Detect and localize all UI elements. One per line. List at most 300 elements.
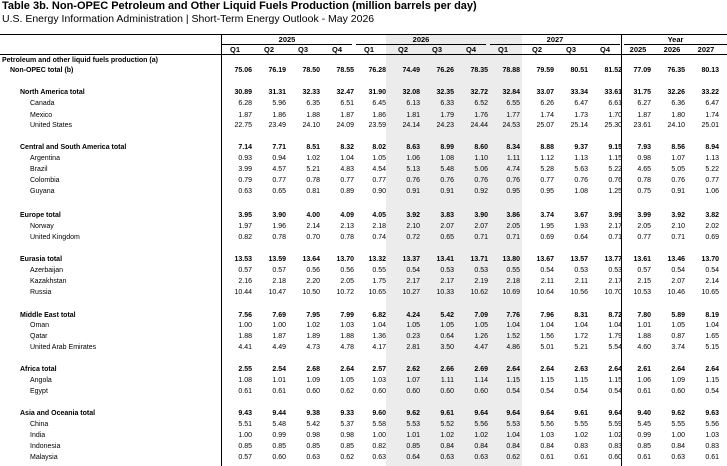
table-cell: 0.54 xyxy=(705,267,719,274)
table-cell: 24.23 xyxy=(436,122,454,129)
table-cell: 0.54 xyxy=(406,267,420,274)
table-cell: 1.65 xyxy=(705,333,719,340)
table-cell: 6.52 xyxy=(474,100,488,107)
table-cell: 5.59 xyxy=(608,421,622,428)
table-cell: 8.88 xyxy=(540,144,554,151)
quarter-header: Q1 xyxy=(363,45,374,54)
annual-year-header: 2025 xyxy=(629,45,647,54)
table-cell: 0.83 xyxy=(705,443,719,450)
table-cell: 1.00 xyxy=(372,432,386,439)
table-cell: 13.80 xyxy=(502,256,520,263)
table-cell: 0.84 xyxy=(440,443,454,450)
table-cell: 9.62 xyxy=(406,410,420,417)
table-cell: 1.04 xyxy=(608,322,622,329)
table-cell: 0.60 xyxy=(306,388,320,395)
table-cell: 3.50 xyxy=(440,344,454,351)
table-cell: 4.41 xyxy=(238,344,252,351)
table-row-mexico xyxy=(0,112,727,122)
table-cell: 1.01 xyxy=(406,432,420,439)
table-cell: 4.49 xyxy=(272,344,286,351)
table-cell: 0.84 xyxy=(506,443,520,450)
table-row-canada xyxy=(0,100,727,110)
table-row-middle-east-total xyxy=(0,312,727,322)
table-cell: 0.99 xyxy=(272,432,286,439)
row-label: Indonesia xyxy=(30,443,61,450)
table-cell: 1.70 xyxy=(608,112,622,119)
table-cell: 8.63 xyxy=(406,144,420,151)
table-cell: 0.60 xyxy=(474,388,488,395)
table-cell: 33.22 xyxy=(701,89,719,96)
table-row-united-states xyxy=(0,122,727,132)
table-cell: 0.55 xyxy=(506,267,520,274)
table-row-norway xyxy=(0,223,727,233)
section-label: Petroleum and other liquid fuels production (a) xyxy=(2,57,158,64)
table-cell: 1.74 xyxy=(705,112,719,119)
table-cell: 9.62 xyxy=(671,410,685,417)
table-cell: 2.19 xyxy=(474,278,488,285)
table-cell: 4.57 xyxy=(272,166,286,173)
table-cell: 9.64 xyxy=(506,410,520,417)
table-cell: 0.85 xyxy=(272,443,286,450)
table-cell: 1.04 xyxy=(340,155,354,162)
page-subtitle: U.S. Energy Information Administration | Short-Term Energy Outlook - May 2026 xyxy=(2,13,375,25)
table-cell: 0.71 xyxy=(608,234,622,241)
table-cell: 13.77 xyxy=(604,256,622,263)
table-cell: 1.03 xyxy=(372,377,386,384)
table-cell: 4.86 xyxy=(506,344,520,351)
table-cell: 1.04 xyxy=(705,322,719,329)
table-cell: 5.89 xyxy=(671,312,685,319)
table-cell: 9.37 xyxy=(574,144,588,151)
table-cell: 1.89 xyxy=(306,333,320,340)
table-cell: 0.64 xyxy=(440,333,454,340)
table-cell: 1.08 xyxy=(574,188,588,195)
table-cell: 0.23 xyxy=(406,333,420,340)
table-cell: 0.63 xyxy=(440,454,454,461)
table-cell: 9.61 xyxy=(440,410,454,417)
table-cell: 0.54 xyxy=(506,388,520,395)
table-cell: 10.50 xyxy=(302,289,320,296)
table-cell: 1.87 xyxy=(340,112,354,119)
table-cell: 9.43 xyxy=(238,410,252,417)
row-label: Brazil xyxy=(30,166,48,173)
table-cell: 4.09 xyxy=(340,212,354,219)
table-cell: 1.04 xyxy=(506,322,520,329)
table-cell: 0.63 xyxy=(238,188,252,195)
table-cell: 1.86 xyxy=(272,112,286,119)
table-row-qatar xyxy=(0,333,727,343)
table-cell: 22.75 xyxy=(234,122,252,129)
table-cell: 6.27 xyxy=(637,100,651,107)
table-cell: 0.56 xyxy=(306,267,320,274)
table-row-guyana xyxy=(0,188,727,198)
table-cell: 3.74 xyxy=(671,344,685,351)
table-cell: 4.74 xyxy=(506,166,520,173)
year-header-2026: 2026 xyxy=(412,35,430,44)
table-cell: 7.69 xyxy=(272,312,286,319)
table-cell: 0.60 xyxy=(671,388,685,395)
table-cell: 0.64 xyxy=(574,234,588,241)
table-cell: 0.62 xyxy=(506,454,520,461)
table-cell: 1.05 xyxy=(372,155,386,162)
table-cell: 1.76 xyxy=(474,112,488,119)
table-cell: 0.84 xyxy=(540,443,554,450)
table-cell: 2.64 xyxy=(705,366,719,373)
table-cell: 2.20 xyxy=(306,278,320,285)
table-cell: 81.52 xyxy=(604,67,622,74)
table-cell: 76.26 xyxy=(436,67,454,74)
table-cell: 5.56 xyxy=(474,421,488,428)
table-row-angola xyxy=(0,377,727,387)
table-cell: 0.63 xyxy=(306,454,320,461)
table-row-malaysia xyxy=(0,454,727,464)
table-cell: 0.65 xyxy=(272,188,286,195)
table-cell: 1.02 xyxy=(440,432,454,439)
table-cell: 2.07 xyxy=(440,223,454,230)
table-cell: 1.12 xyxy=(540,155,554,162)
table-cell: 1.03 xyxy=(340,322,354,329)
row-label: Non-OPEC total (b) xyxy=(10,67,74,74)
table-cell: 5.21 xyxy=(574,344,588,351)
table-cell: 6.36 xyxy=(671,100,685,107)
table-cell: 31.75 xyxy=(633,89,651,96)
table-cell: 1.79 xyxy=(608,333,622,340)
table-cell: 10.27 xyxy=(402,289,420,296)
table-row-egypt xyxy=(0,388,727,398)
table-cell: 1.02 xyxy=(608,432,622,439)
table-cell: 13.37 xyxy=(402,256,420,263)
table-cell: 1.15 xyxy=(705,377,719,384)
table-cell: 0.55 xyxy=(372,267,386,274)
table-cell: 1.04 xyxy=(574,322,588,329)
table-row-central-and-south-america-total xyxy=(0,144,727,154)
table-cell: 1.06 xyxy=(637,377,651,384)
row-label: Oman xyxy=(30,322,50,329)
table-cell: 2.17 xyxy=(406,278,420,285)
table-cell: 1.15 xyxy=(574,377,588,384)
table-cell: 13.46 xyxy=(667,256,685,263)
table-cell: 0.87 xyxy=(671,333,685,340)
table-cell: 32.72 xyxy=(470,89,488,96)
table-cell: 0.57 xyxy=(637,267,651,274)
table-cell: 0.98 xyxy=(306,432,320,439)
table-cell: 3.83 xyxy=(440,212,454,219)
table-cell: 0.76 xyxy=(671,177,685,184)
table-cell: 0.72 xyxy=(406,234,420,241)
table-cell: 0.90 xyxy=(372,188,386,195)
table-cell: 0.71 xyxy=(474,234,488,241)
table-cell: 2.15 xyxy=(637,278,651,285)
table-cell: 2.02 xyxy=(705,223,719,230)
table-cell: 2.11 xyxy=(540,278,554,285)
table-cell: 5.05 xyxy=(671,166,685,173)
table-row-united-kingdom xyxy=(0,234,727,244)
table-cell: 3.90 xyxy=(474,212,488,219)
table-cell: 32.35 xyxy=(436,89,454,96)
table-cell: 0.79 xyxy=(238,177,252,184)
table-cell: 0.78 xyxy=(272,234,286,241)
quarter-header: Q2 xyxy=(531,45,542,54)
table-cell: 0.77 xyxy=(272,177,286,184)
table-cell: 1.02 xyxy=(474,432,488,439)
table-cell: 5.56 xyxy=(540,421,554,428)
table-cell: 10.64 xyxy=(536,289,554,296)
table-cell: 0.71 xyxy=(506,234,520,241)
table-cell: 0.94 xyxy=(272,155,286,162)
table-cell: 24.14 xyxy=(402,122,420,129)
table-cell: 5.01 xyxy=(540,344,554,351)
table-cell: 3.92 xyxy=(406,212,420,219)
row-label: China xyxy=(30,421,49,428)
table-cell: 1.08 xyxy=(238,377,252,384)
table-cell: 2.54 xyxy=(272,366,286,373)
table-cell: 0.57 xyxy=(238,454,252,461)
table-cell: 13.32 xyxy=(368,256,386,263)
table-cell: 1.05 xyxy=(406,322,420,329)
table-cell: 2.18 xyxy=(506,278,520,285)
table-cell: 8.34 xyxy=(506,144,520,151)
table-cell: 30.89 xyxy=(234,89,252,96)
table-cell: 9.64 xyxy=(474,410,488,417)
table-cell: 1.07 xyxy=(671,155,685,162)
table-cell: 0.61 xyxy=(238,388,252,395)
row-label: Angola xyxy=(30,377,52,384)
table-cell: 7.56 xyxy=(238,312,252,319)
table-cell: 8.32 xyxy=(340,144,354,151)
table-cell: 24.09 xyxy=(336,122,354,129)
table-cell: 9.63 xyxy=(705,410,719,417)
table-cell: 0.98 xyxy=(340,432,354,439)
table-cell: 5.55 xyxy=(671,421,685,428)
table-row-non-opec-total-b xyxy=(0,67,727,77)
table-cell: 8.94 xyxy=(705,144,719,151)
quarter-header: Q3 xyxy=(297,45,308,54)
table-cell: 24.10 xyxy=(667,122,685,129)
table-cell: 13.41 xyxy=(436,256,454,263)
table-cell: 33.61 xyxy=(604,89,622,96)
table-cell: 0.78 xyxy=(306,177,320,184)
table-cell: 0.61 xyxy=(637,388,651,395)
table-cell: 79.59 xyxy=(536,67,554,74)
table-cell: 1.03 xyxy=(540,432,554,439)
table-cell: 13.67 xyxy=(536,256,554,263)
table-cell: 10.46 xyxy=(667,289,685,296)
table-cell: 1.11 xyxy=(506,155,520,162)
table-cell: 5.96 xyxy=(272,100,286,107)
table-cell: 1.26 xyxy=(474,333,488,340)
table-cell: 9.64 xyxy=(608,410,622,417)
table-cell: 1.88 xyxy=(637,333,651,340)
table-cell: 0.77 xyxy=(540,177,554,184)
table-cell: 24.44 xyxy=(470,122,488,129)
row-label: United Arab Emirates xyxy=(30,344,97,351)
table-cell: 7.71 xyxy=(272,144,286,151)
table-cell: 2.07 xyxy=(671,278,685,285)
table-cell: 2.66 xyxy=(440,366,454,373)
table-cell: 23.61 xyxy=(633,122,651,129)
quarter-header: Q1 xyxy=(229,45,240,54)
table-cell: 0.85 xyxy=(238,443,252,450)
table-cell: 7.80 xyxy=(637,312,651,319)
table-cell: 5.21 xyxy=(306,166,320,173)
table-cell: 6.26 xyxy=(540,100,554,107)
table-cell: 2.55 xyxy=(238,366,252,373)
table-cell: 0.84 xyxy=(671,443,685,450)
table-cell: 33.34 xyxy=(570,89,588,96)
quarter-header: Q2 xyxy=(263,45,274,54)
table-cell: 78.50 xyxy=(302,67,320,74)
table-cell: 6.35 xyxy=(306,100,320,107)
table-cell: 0.54 xyxy=(705,388,719,395)
table-cell: 5.28 xyxy=(540,166,554,173)
table-cell: 1.36 xyxy=(372,333,386,340)
table-row-united-arab-emirates xyxy=(0,344,727,354)
table-cell: 2.81 xyxy=(406,344,420,351)
table-cell: 25.14 xyxy=(570,122,588,129)
table-cell: 4.17 xyxy=(372,344,386,351)
table-cell: 3.67 xyxy=(574,212,588,219)
table-cell: 0.75 xyxy=(637,188,651,195)
table-cell: 1.77 xyxy=(506,112,520,119)
table-cell: 5.63 xyxy=(574,166,588,173)
table-cell: 1.05 xyxy=(474,322,488,329)
row-label: Malaysia xyxy=(30,454,58,461)
table-row-indonesia xyxy=(0,443,727,453)
table-cell: 1.06 xyxy=(705,188,719,195)
row-label: Africa total xyxy=(20,366,57,373)
table-cell: 1.87 xyxy=(272,333,286,340)
table-cell: 1.81 xyxy=(406,112,420,119)
table-cell: 0.60 xyxy=(406,388,420,395)
table-cell: 5.45 xyxy=(637,421,651,428)
table-cell: 0.95 xyxy=(506,188,520,195)
table-row-north-america-total xyxy=(0,89,727,99)
table-cell: 2.05 xyxy=(637,223,651,230)
table-cell: 0.98 xyxy=(637,155,651,162)
table-cell: 1.00 xyxy=(238,322,252,329)
table-cell: 13.59 xyxy=(268,256,286,263)
table-cell: 1.97 xyxy=(238,223,252,230)
table-cell: 9.38 xyxy=(306,410,320,417)
table-cell: 0.82 xyxy=(372,443,386,450)
row-label: Asia and Oceania total xyxy=(20,410,96,417)
table-cell: 10.33 xyxy=(436,289,454,296)
annual-year-header: 2026 xyxy=(663,45,681,54)
table-cell: 2.64 xyxy=(540,366,554,373)
table-cell: 6.13 xyxy=(406,100,420,107)
table-cell: 78.35 xyxy=(470,67,488,74)
table-cell: 1.00 xyxy=(671,432,685,439)
table-cell: 0.74 xyxy=(372,234,386,241)
table-row-oman xyxy=(0,322,727,332)
table-cell: 1.95 xyxy=(540,223,554,230)
table-cell: 2.05 xyxy=(506,223,520,230)
table-cell: 4.05 xyxy=(372,212,386,219)
table-row-russia xyxy=(0,289,727,299)
table-cell: 2.57 xyxy=(372,366,386,373)
table-cell: 1.05 xyxy=(671,322,685,329)
table-cell: 7.93 xyxy=(637,144,651,151)
quarter-header: Q4 xyxy=(465,45,476,54)
table-cell: 2.05 xyxy=(340,278,354,285)
table-cell: 2.17 xyxy=(608,278,622,285)
table-cell: 10.72 xyxy=(336,289,354,296)
table-cell: 1.14 xyxy=(474,377,488,384)
table-cell: 24.10 xyxy=(302,122,320,129)
table-cell: 0.83 xyxy=(574,443,588,450)
table-cell: 0.65 xyxy=(440,234,454,241)
table-cell: 0.56 xyxy=(340,267,354,274)
header-bottom-rule xyxy=(0,54,727,55)
table-cell: 0.82 xyxy=(238,234,252,241)
table-row-eurasia-total xyxy=(0,256,727,266)
table-cell: 2.13 xyxy=(340,223,354,230)
table-cell: 10.47 xyxy=(268,289,286,296)
table-cell: 1.88 xyxy=(238,333,252,340)
table-cell: 6.33 xyxy=(440,100,454,107)
table-cell: 10.69 xyxy=(502,289,520,296)
table-cell: 1.09 xyxy=(671,377,685,384)
table-cell: 1.73 xyxy=(574,112,588,119)
table-cell: 4.54 xyxy=(372,166,386,173)
table-cell: 1.15 xyxy=(608,155,622,162)
table-cell: 76.19 xyxy=(268,67,286,74)
row-label: United Kingdom xyxy=(30,234,80,241)
table-cell: 1.88 xyxy=(306,112,320,119)
table-cell: 0.85 xyxy=(406,443,420,450)
table-cell: 2.17 xyxy=(608,223,622,230)
table-cell: 5.53 xyxy=(506,421,520,428)
table-cell: 5.53 xyxy=(406,421,420,428)
table-cell: 8.99 xyxy=(440,144,454,151)
table-cell: 0.54 xyxy=(540,388,554,395)
table-cell: 1.03 xyxy=(705,432,719,439)
table-cell: 6.47 xyxy=(574,100,588,107)
table-cell: 10.56 xyxy=(570,289,588,296)
quarter-header: Q4 xyxy=(331,45,342,54)
year-header-2027: 2027 xyxy=(546,35,564,44)
row-label: Middle East total xyxy=(20,312,76,319)
table-row-argentina xyxy=(0,155,727,165)
table-cell: 1.15 xyxy=(540,377,554,384)
table-cell: 1.80 xyxy=(671,112,685,119)
table-cell: 6.51 xyxy=(340,100,354,107)
quarter-header: Q3 xyxy=(565,45,576,54)
table-cell: 6.45 xyxy=(372,100,386,107)
table-cell: 3.82 xyxy=(705,212,719,219)
row-label: Norway xyxy=(30,223,54,230)
table-cell: 9.40 xyxy=(637,410,651,417)
table-cell: 7.99 xyxy=(340,312,354,319)
table-cell: 10.65 xyxy=(368,289,386,296)
table-cell: 0.60 xyxy=(372,388,386,395)
table-cell: 1.05 xyxy=(340,377,354,384)
table-cell: 8.02 xyxy=(372,144,386,151)
table-cell: 2.64 xyxy=(340,366,354,373)
table-cell: 3.74 xyxy=(540,212,554,219)
table-cell: 23.49 xyxy=(268,122,286,129)
table-cell: 5.56 xyxy=(705,421,719,428)
table-row-brazil xyxy=(0,166,727,176)
table-cell: 5.58 xyxy=(372,421,386,428)
table-cell: 2.10 xyxy=(671,223,685,230)
table-cell: 1.11 xyxy=(440,377,454,384)
table-cell: 2.18 xyxy=(372,223,386,230)
table-cell: 1.07 xyxy=(406,377,420,384)
table-cell: 10.70 xyxy=(604,289,622,296)
table-cell: 2.63 xyxy=(574,366,588,373)
table-cell: 0.69 xyxy=(705,234,719,241)
